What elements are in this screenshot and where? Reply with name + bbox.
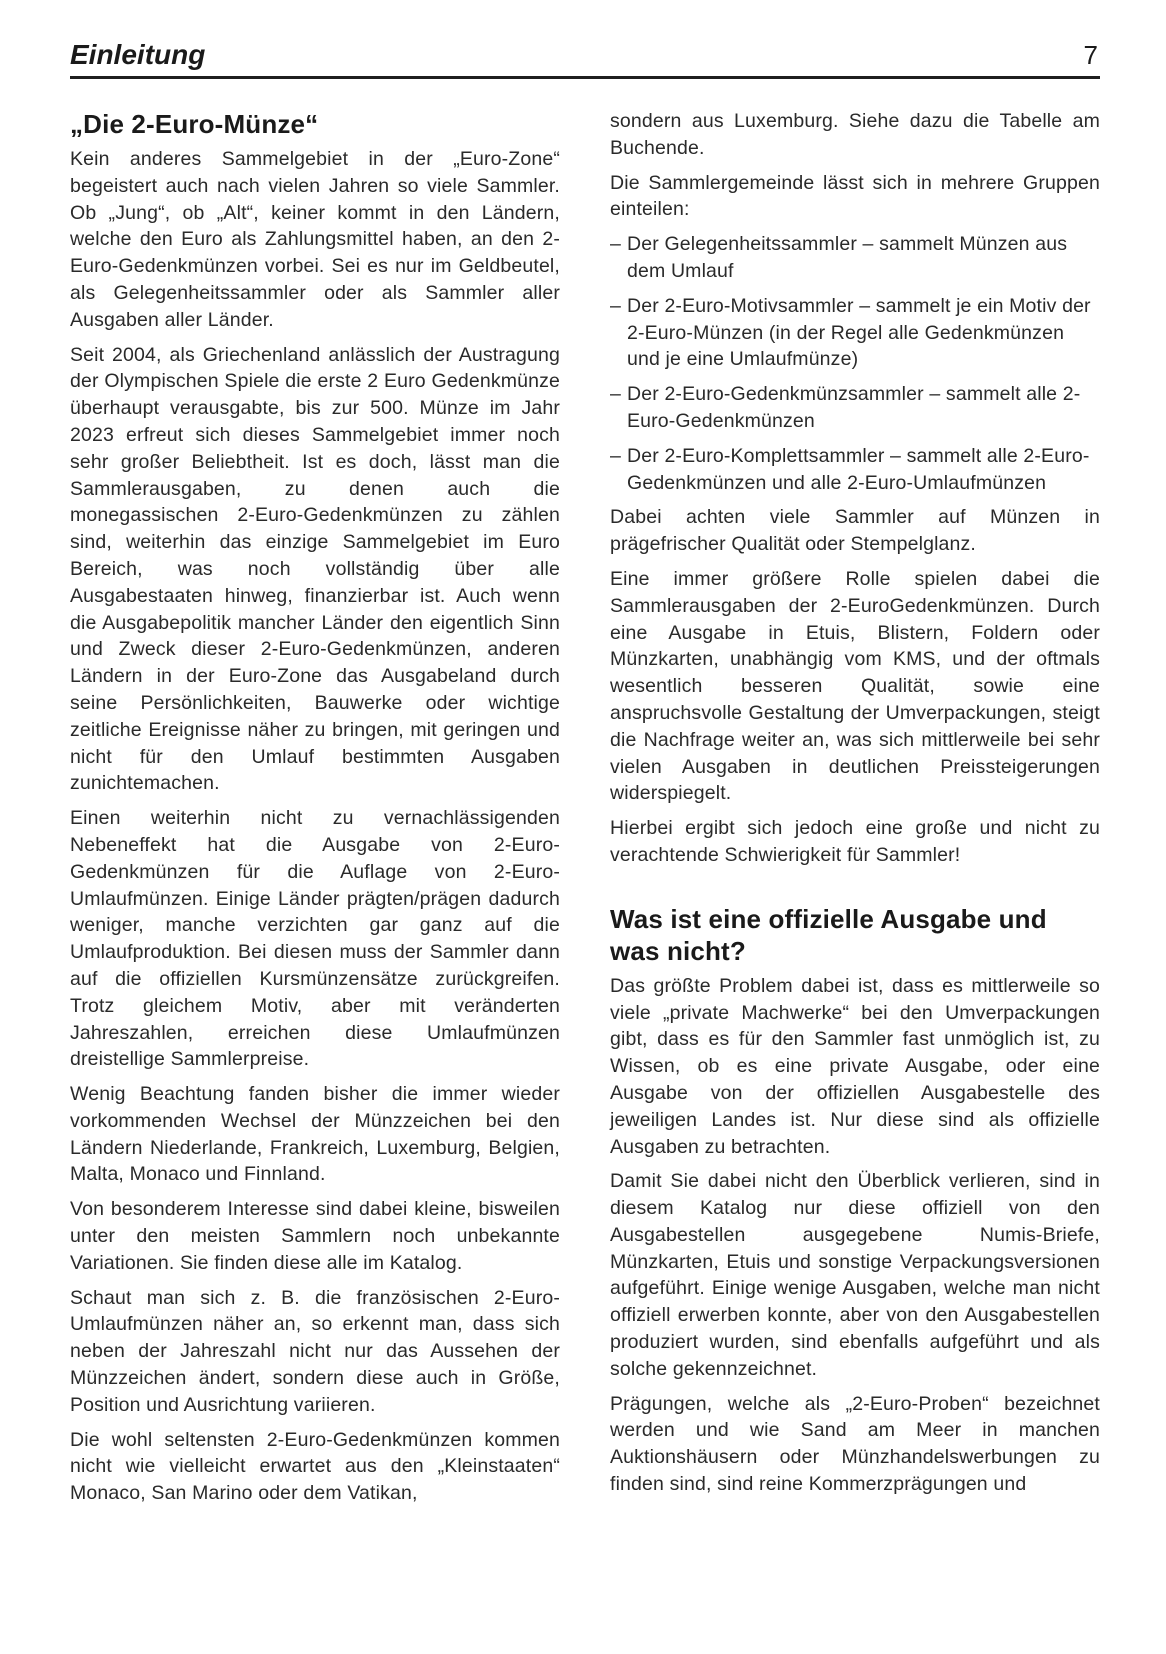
paragraph: Prägungen, welche als „2-Euro-Proben“ bezeichnet werden und wie Sand am Meer in manchen Auktionshäusern oder Münzhandelswerbungen zu finden sind, sind reine Kommerzprägungen und (610, 1392, 1100, 1496)
list-dash: – (610, 444, 621, 467)
list-item-text: Der Gelegenheitssammler – sammelt Münzen aus dem Umlauf (627, 233, 1068, 282)
paragraph: Damit Sie dabei nicht den Überblick verlieren, sind in diesem Katalog nur diese offiziell von den Ausgabestellen ausgegebene Numis-Briefe, Münzkarten, Etuis und sonstige Verpackungsversionen aufgeführt. Einige wenige Ausgaben, welche man nicht offiziell erwerben konnte, aber von den Ausgabestellen produziert wurden, sind ebenfalls aufgeführt und als solche gekennzeichnet. (610, 1170, 1100, 1380)
paragraph: Einen weiterhin nicht zu vernachlässigenden Nebeneffekt hat die Ausgabe von 2-Euro-Gedenkmünzen für die Auflage von 2-Euro-Umlaufmünzen. Einige Länder prägten/prägen dadurch weniger, manche verzichten gar ganz auf die Umlaufproduktion. Bei diesen muss der Sammler dann auf die offiziellen Kursmünzensätze zurückgreifen. Trotz gleichem Motiv, aber mit veränderten Jahreszahlen, erreichen diese Umlaufmünzen dreistellige Sammlerpreise. (70, 807, 560, 1071)
list-dash: – (610, 294, 621, 317)
collector-groups-list (610, 231, 1100, 496)
paragraph: Die wohl seltensten 2-Euro-Gedenkmünzen kommen nicht wie vielleicht erwartet aus den „Kleinstaaten“ Monaco, San Marino oder dem Vatikan, (70, 1428, 560, 1505)
section-heading-offizielle-ausgabe: Was ist eine offizielle Ausgabe und was nicht? (610, 903, 1047, 966)
list-item (610, 443, 1100, 497)
list-item-text: Der 2-Euro-Motivsammler – sammelt je ein Motiv der 2-Euro-Münzen (in der Regel alle Gedenkmünzen und je eine Umlaufmünze) (627, 294, 1091, 371)
list-item (610, 231, 1100, 285)
left-column (70, 108, 560, 1515)
paragraph: Kein anderes Sammelgebiet in der „Euro-Zone“ begeistert auch nach vielen Jahren so viele Sammler. Ob „Jung“, ob „Alt“, keiner kommt in den Ländern, welche den Euro als Zahlungsmittel haben, an den 2-Euro-Gedenkmünzen vorbei. Sei es nur im Geldbeutel, als Gelegenheitssammler oder als Sammler aller Ausgaben aller Länder. (70, 148, 560, 331)
paragraph: Hierbei ergibt sich jedoch eine große und nicht zu verachtende Schwierigkeit für Sammler! (610, 817, 1100, 866)
paragraph: Dabei achten viele Sammler auf Münzen in prägefrischer Qualität oder Stempelglanz. (610, 506, 1100, 556)
paragraph: Eine immer größere Rolle spielen dabei die Sammlerausgaben der 2-EuroGedenkmünzen. Durch eine Ausgabe in Etuis, Blistern, Foldern oder Münzkarten, unabhängig vom KMS, und der oftmals wesentlich besseren Qualität, sowie eine anspruchsvolle Gestaltung der Umverpackungen, steigt die Nachfrage weiter an, was sich mittlerweile bei sehr vielen Ausgaben in deutlichen Preissteigerungen widerspiegelt. (610, 567, 1100, 805)
page-number: 7 (1083, 40, 1098, 70)
paragraph: Das größte Problem dabei ist, dass es mittlerweile so viele „private Machwerke“ bei den Umverpackungen gibt, dass es für den Sammler fast unmöglich ist, zu Wissen, ob es eine private Ausgabe, oder eine Ausgabe von der offiziellen Ausgabestelle des jeweiligen Landes ist. Nur diese sind als offizielle Ausgaben zu betrachten. (610, 974, 1100, 1158)
list-item-text: Der 2-Euro-Komplettsammler – sammelt alle 2-Euro-Gedenkmünzen und alle 2-Euro-Umlaufmünzen (627, 444, 1090, 494)
list-item-text: Der 2-Euro-Gedenkmünzsammler – sammelt alle 2-Euro-Gedenkmünzen (627, 383, 1081, 432)
list-item (610, 381, 1100, 435)
header-title: Einleitung (70, 39, 206, 70)
page-header (70, 38, 1100, 79)
paragraph: Wenig Beachtung fanden bisher die immer wieder vorkommenden Wechsel der Münzzeichen bei den Ländern Niederlande, Frankreich, Luxemburg, Belgien, Malta, Monaco und Finnland. (70, 1083, 560, 1186)
list-item (610, 293, 1100, 373)
section-heading-2-euro-muenze: „Die 2-Euro-Münze“ (70, 109, 319, 139)
paragraph: Schaut man sich z. B. die französischen 2-Euro-Umlaufmünzen näher an, so erkennt man, dass sich neben der Jahreszahl nicht nur das Aussehen der Münzzeichen ändert, sondern diese auch in Größe, Position und Ausrichtung variieren. (70, 1286, 560, 1416)
right-column (610, 108, 1100, 1506)
paragraph: Die Sammlergemeinde lässt sich in mehrere Gruppen einteilen: (610, 171, 1100, 221)
paragraph: Seit 2004, als Griechenland anlässlich der Austragung der Olympischen Spiele die erste 2 Euro Gedenkmünze überhaupt verausgabte, bis zur 500. Münze im Jahr 2023 erfreut sich dieses Sammelgebiet immer noch sehr großer Beliebtheit. Ist es doch, lässt man die Sammlerausgaben, zu denen auch die monegassischen 2-Euro-Gedenkmünzen zu zählen sind, weiterhin das einzige Sammelgebiet im Euro Bereich, was noch vollständig über alle Ausgabestaaten hinweg, finanzierbar ist. Auch wenn die Ausgabepolitik mancher Länder den eigentlich Sinn und Zweck dieser 2-Euro-Gedenkmünzen, anderen Ländern in der Euro-Zone das Ausgabeland durch seine Persönlichkeiten, Bauwerke oder wichtige zeitliche Ereignisse näher zu bringen, mit geringen und nicht für den Umlauf bestimmten Ausgaben zunichtemachen. (70, 343, 560, 795)
list-dash: – (610, 383, 621, 406)
list-dash: – (610, 233, 621, 256)
paragraph: Von besonderem Interesse sind dabei kleine, bisweilen unter den meisten Sammlern noch unbekannte Variationen. Sie finden diese alle im Katalog. (70, 1198, 560, 1274)
paragraph-continuation: sondern aus Luxemburg. Siehe dazu die Tabelle am Buchende. (610, 110, 1100, 159)
